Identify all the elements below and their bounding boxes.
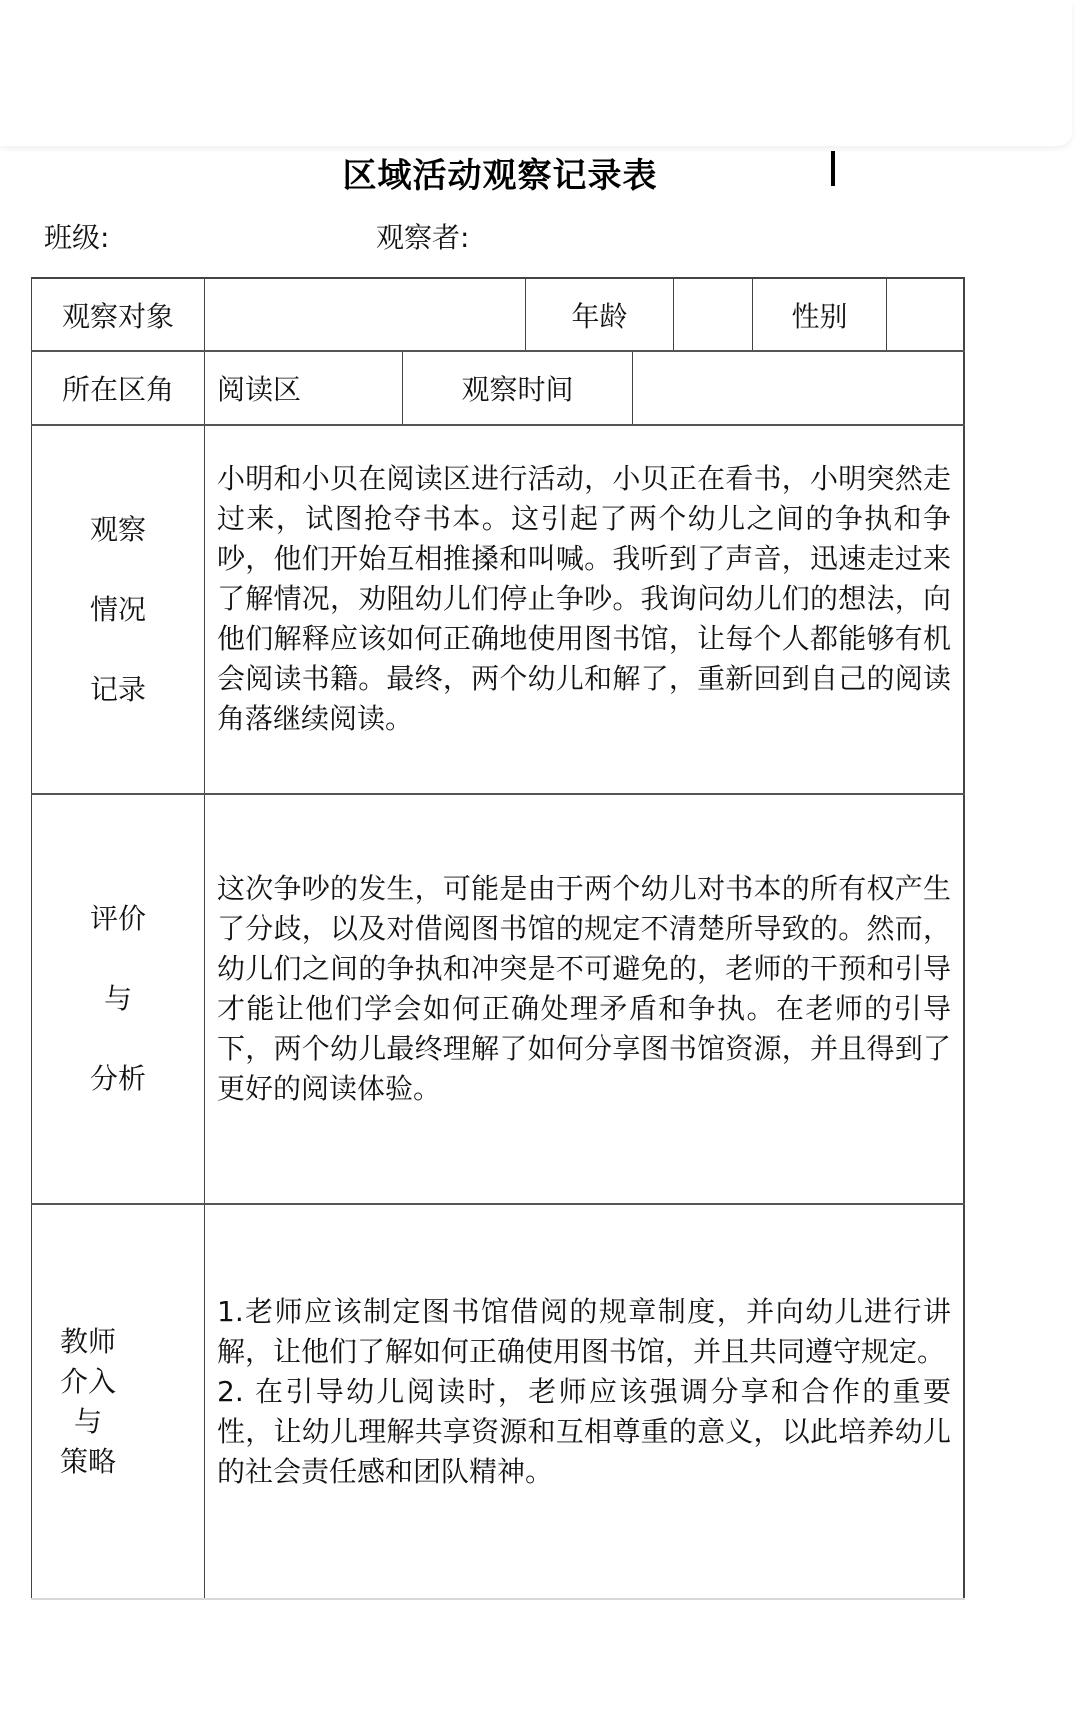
evaluation-analysis-text: 这次争吵的发生，可能是由于两个幼儿对书本的所有权产生了分歧，以及对借阅图书馆的规定不清楚所导致的。然而，幼儿们之间的争执和冲突是不可避免的，老师的干预和引导才能让他们学会如何正确处理矛盾和争执。在老师的引导下，两个幼儿最终理解了如何分享图书馆资源，并且得到了更好的阅读体验。: [217, 872, 951, 1105]
document-title: 区域活动观察记录表: [342, 156, 658, 196]
strategy-label-line: 介入: [60, 1364, 117, 1398]
analysis-label-line: 评价: [89, 902, 146, 935]
age-value-cell[interactable]: [673, 279, 752, 350]
observation-record-table: [31, 277, 965, 1600]
text-cursor: [831, 151, 835, 186]
analysis-label-line: 与: [103, 982, 132, 1015]
subject-value-cell[interactable]: [204, 279, 525, 350]
class-field-label[interactable]: 班级:: [44, 221, 110, 254]
strategy-item: 2. 在引导幼儿阅读时，老师应该强调分享和合作的重要性，让幼儿理解共享资源和互相尊重的意义，以此培养幼儿的社会责任感和团队精神。: [217, 1374, 951, 1488]
top-blank-panel: [0, 0, 1072, 146]
table-row-evaluation-analysis: [31, 795, 965, 1205]
teacher-strategy-list: [217, 1292, 951, 1492]
analysis-label-line: 分析: [89, 1062, 146, 1095]
gender-value-cell[interactable]: [886, 279, 965, 350]
table-row-observation-record: [31, 426, 965, 795]
observation-record-cell[interactable]: [204, 426, 965, 793]
area-value-cell[interactable]: 阅读区: [204, 352, 402, 424]
observation-label-line: 观察: [89, 512, 146, 546]
observation-time-value-cell[interactable]: [632, 352, 965, 424]
teacher-strategy-cell[interactable]: [204, 1205, 965, 1598]
strategy-label-line: 教师: [60, 1324, 117, 1358]
table-row-area: [31, 352, 965, 426]
gender-label: 性别: [752, 279, 886, 350]
evaluation-analysis-label: [31, 795, 204, 1203]
area-label: 所在区角: [31, 352, 204, 424]
observation-label-line: 情况: [89, 592, 146, 626]
strategy-item: 1.老师应该制定图书馆借阅的规章制度，并向幼儿进行讲解，让他们了解如何正确使用图书馆，并且共同遵守规定。: [217, 1294, 951, 1368]
observation-record-text: 小明和小贝在阅读区进行活动，小贝正在看书，小明突然走过来，试图抢夺书本。这引起了两个幼儿之间的争执和争吵，他们开始互相推搡和叫喊。我听到了声音，迅速走过来了解情况，劝阻幼儿们停止争吵。我询问幼儿们的想法，向他们解释应该如何正确地使用图书馆，让每个人都能够有机会阅读书籍。最终，两个幼儿和解了，重新回到自己的阅读角落继续阅读。: [217, 461, 951, 735]
observation-label-line: 记录: [89, 672, 146, 706]
table-row-teacher-strategy: [31, 1205, 965, 1600]
table-row-subject: [31, 279, 965, 352]
observation-record-label: [31, 426, 204, 793]
teacher-strategy-label: [31, 1205, 204, 1598]
observer-field-label[interactable]: 观察者:: [376, 221, 470, 254]
strategy-label-line: 策略: [60, 1444, 117, 1478]
subject-label: 观察对象: [31, 279, 204, 350]
evaluation-analysis-cell[interactable]: [204, 795, 965, 1203]
observation-time-label: 观察时间: [402, 352, 632, 424]
strategy-label-line: 与: [74, 1404, 103, 1438]
age-label: 年龄: [525, 279, 673, 350]
